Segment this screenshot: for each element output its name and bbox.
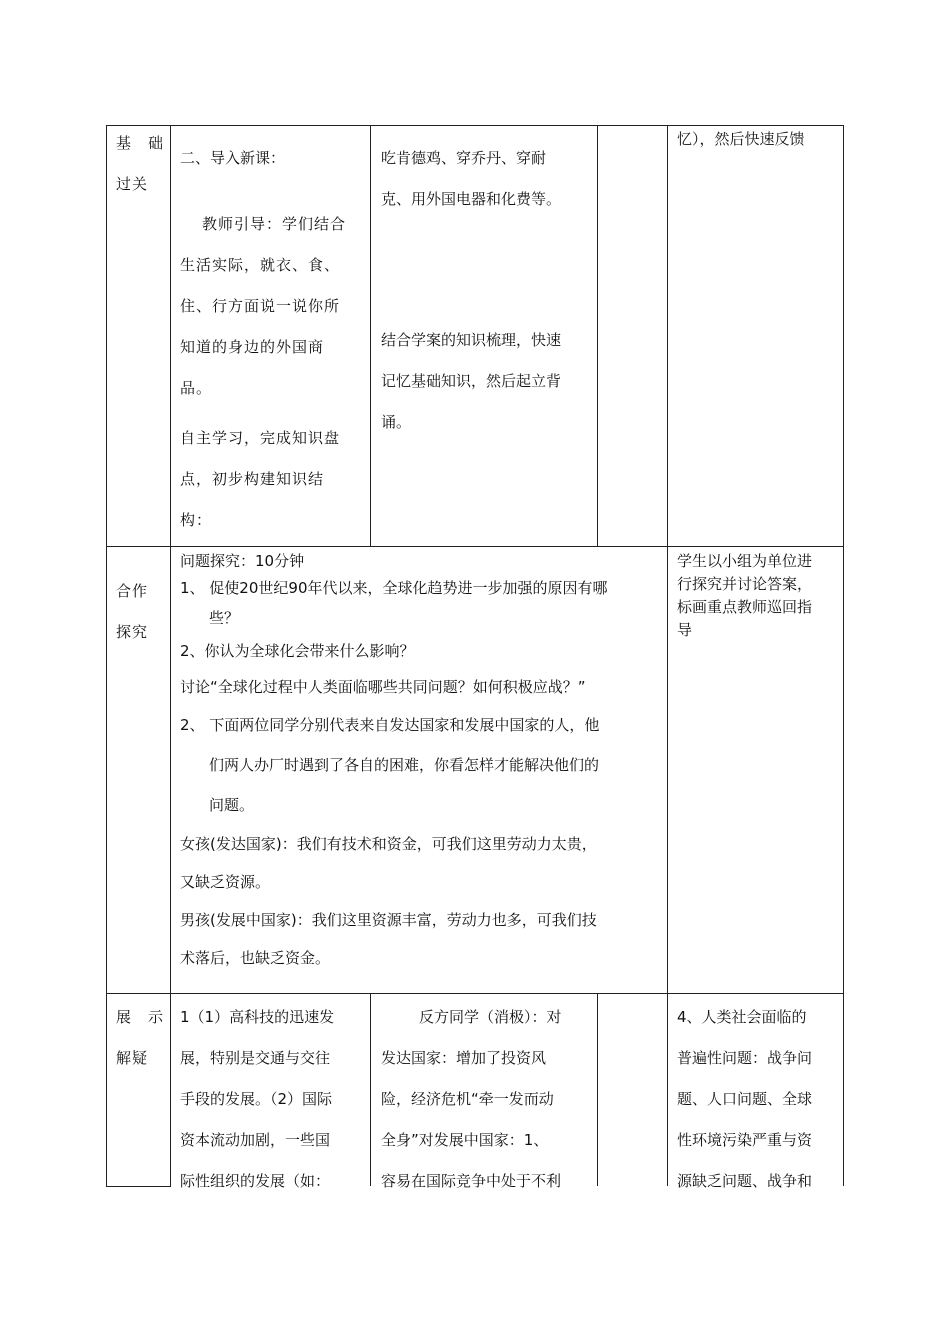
opposing-line: 容易在国际竞争中处于不利: [381, 1172, 562, 1190]
review-line: 诵。: [381, 413, 412, 431]
notes-line: 导: [677, 621, 693, 639]
self-study-line: 自主学习，完成知识盘: [180, 429, 341, 447]
question-2: 2、你认为全球化会带来什么影响？: [180, 642, 415, 660]
guide-line: 教师引导：学们结合: [202, 215, 347, 233]
col-divider-3-row3: [597, 993, 598, 1186]
row1-label: [116, 123, 168, 205]
answer-line: 展，特别是交通与交往: [180, 1049, 331, 1067]
girl-line: 又缺乏资源。: [180, 873, 271, 891]
notes-line: 标画重点教师巡回指: [677, 598, 813, 616]
notes-line: 性环境污染严重与资: [677, 1131, 813, 1149]
guide-line: 住、行方面说一说你所: [180, 297, 341, 315]
table-left-border: [106, 125, 107, 1186]
table-top-border: [106, 125, 844, 126]
row-divider-2: [106, 993, 844, 994]
opposing-line: 反方同学（消极）：对: [419, 1008, 562, 1026]
row2-label-line2: 探究: [116, 623, 149, 641]
row1-student-cell: [381, 128, 595, 443]
row2-notes-cell: [677, 550, 841, 642]
table-right-border: [843, 125, 844, 1186]
row1-label-line1: 基 础: [116, 134, 165, 152]
notes-line: 学生以小组为单位进: [677, 552, 813, 570]
col-divider-2-row1: [370, 125, 371, 546]
question-1: [180, 573, 662, 633]
guide-line: 知道的身边的外国商: [180, 338, 325, 356]
notes-line: 行探究并讨论答案，: [677, 575, 813, 593]
student-review: [381, 320, 595, 443]
notes-line: 普遍性问题：战争问: [677, 1049, 813, 1067]
row2-label: [116, 571, 168, 653]
answer-line: 1（1）高科技的迅速发: [180, 1008, 335, 1026]
self-study-line: 构：: [180, 511, 213, 529]
intro-heading: 二、导入新课：: [180, 149, 286, 167]
col-divider-3-row1: [597, 125, 598, 546]
row3-notes-cell: [677, 997, 841, 1202]
opposing-line: 发达国家：增加了投资风: [381, 1049, 547, 1067]
review-line: 记忆基础知识，然后起立背: [381, 372, 562, 390]
inquiry-timing: 问题探究：10分钟: [180, 552, 305, 570]
question-1-line: 些？: [209, 609, 240, 627]
question-3-line: 们两人办厂时遇到了各自的困难，你看怎样才能解决他们的: [209, 756, 600, 774]
table-bottom-stub: [106, 1186, 171, 1187]
opposing-line: 全身”对发展中国家：1、: [381, 1131, 549, 1149]
col-divider-label: [170, 125, 171, 1186]
notes-line: 忆），然后快速反馈: [677, 130, 805, 148]
question-3: [180, 705, 662, 825]
row3-label-line2: 解疑: [116, 1049, 149, 1067]
review-line: 结合学案的知识梳理，快速: [381, 331, 562, 349]
row1-teacher-cell: [180, 128, 366, 541]
col-divider-4-row3: [667, 993, 668, 1186]
boy-line: 术落后，也缺乏资金。: [180, 949, 331, 967]
self-study: [180, 418, 366, 541]
notes-line: 源缺乏问题、战争和: [677, 1172, 813, 1190]
row2-inquiry-cell: [180, 550, 662, 977]
col-divider-4-row2: [667, 546, 668, 993]
boy-line: 男孩(发展中国家)：我们这里资源丰富，劳动力也多，可我们技: [180, 911, 597, 929]
question-3-line: 2、 下面两位同学分别代表来自发达国家和发展中国家的人，他: [180, 716, 600, 734]
notes-line: 4、人类社会面临的: [677, 1008, 807, 1026]
guide-line: 生活实际，就衣、食、: [180, 256, 341, 274]
answer-line: 吃肯德鸡、穿乔丹、穿耐: [381, 149, 547, 167]
guide-line: 品。: [180, 379, 213, 397]
answer-line: 手段的发展。（2）国际: [180, 1090, 333, 1108]
teacher-guide: [180, 204, 366, 409]
answer-line: 际性组织的发展（如：: [180, 1172, 331, 1190]
row2-label-line1: 合作: [116, 582, 149, 600]
student-answer: [381, 138, 595, 220]
row3-label-line1: 展 示: [116, 1008, 165, 1026]
col-divider-4-row1: [667, 125, 668, 546]
self-study-line: 点，初步构建知识结: [180, 470, 325, 488]
discussion-prompt: 讨论“全球化过程中人类面临哪些共同问题？如何积极应战？”: [180, 678, 586, 696]
row1-notes-cell: [677, 128, 841, 151]
question-3-line: 问题。: [209, 796, 255, 814]
answer-line: 克、用外国电器和化费等。: [381, 190, 562, 208]
girl-line: 女孩(发达国家)：我们有技术和资金，可我们这里劳动力太贵，: [180, 835, 597, 853]
boy-statement: [180, 901, 662, 977]
answer-line: 资本流动加剧，一些国: [180, 1131, 331, 1149]
opposing-line: 险，经济危机“牵一发而动: [381, 1090, 554, 1108]
notes-line: 题、人口问题、全球: [677, 1090, 813, 1108]
row3-opposing-cell: [381, 997, 595, 1202]
girl-statement: [180, 825, 662, 901]
row3-label: [116, 997, 168, 1079]
row1-label-line2: 过关: [116, 175, 149, 193]
row3-answer-cell: [180, 997, 366, 1202]
question-1-line: 1、 促使20世纪90年代以来，全球化趋势进一步加强的原因有哪: [180, 579, 608, 597]
row-divider-1: [106, 546, 844, 547]
col-divider-2-row3: [370, 993, 371, 1186]
